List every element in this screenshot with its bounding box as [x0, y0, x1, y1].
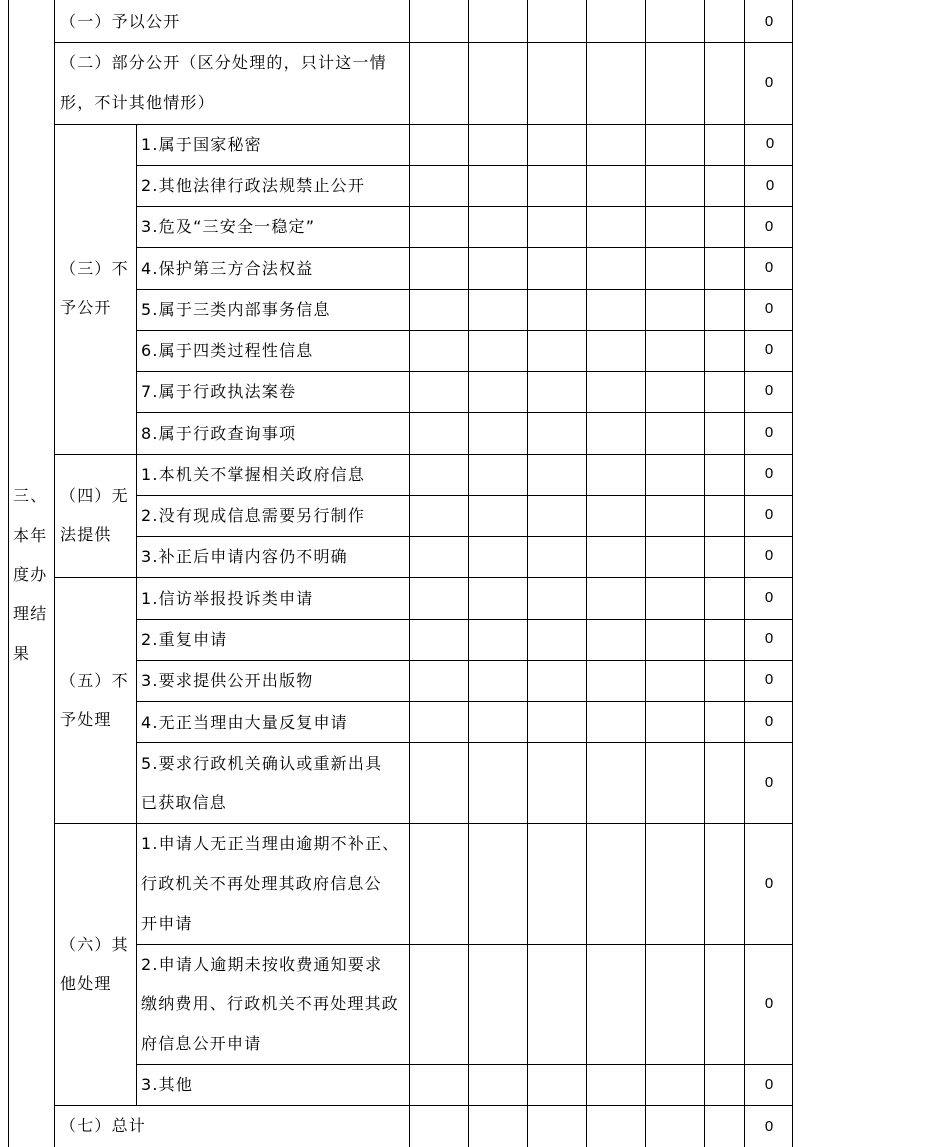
- column-divider-5: [645, 0, 646, 1147]
- row-label-grand-total: （七）总计: [60, 1116, 147, 1135]
- item-label-cont: 已获取信息: [141, 793, 228, 812]
- row-line: [136, 1064, 793, 1065]
- table-right-border: [792, 0, 793, 1147]
- item-total: 0: [764, 300, 774, 317]
- item-label: 1.申请人无正当理由逾期不补正、: [141, 834, 400, 853]
- column-divider-4: [586, 0, 587, 1147]
- item-total: 0: [764, 382, 774, 399]
- row-line: [54, 42, 793, 43]
- row-line: [136, 701, 793, 702]
- item-label: 3.要求提供公开出版物: [141, 671, 314, 690]
- item-total: 0: [765, 135, 775, 152]
- row-line: [136, 247, 793, 248]
- group-label-not-processed-cont: 予处理: [60, 710, 112, 729]
- group-label-not-processed: （五）不: [60, 671, 129, 690]
- item-label-cont: 府信息公开申请: [141, 1034, 262, 1053]
- item-label: 5.属于三类内部事务信息: [141, 300, 331, 319]
- column-divider-3: [527, 0, 528, 1147]
- item-label: 6.属于四类过程性信息: [141, 341, 314, 360]
- row-line: [136, 495, 793, 496]
- group-label-other-cont: 他处理: [60, 974, 112, 993]
- row-total-grand-total: 0: [764, 1118, 774, 1135]
- item-label-cont: 行政机关不再处理其政府信息公: [141, 874, 382, 893]
- item-label: 5.要求行政机关确认或重新出具: [141, 754, 383, 773]
- item-label: 3.补正后申请内容仍不明确: [141, 547, 348, 566]
- row-line: [54, 1105, 793, 1106]
- row-line: [136, 371, 793, 372]
- item-total: 0: [764, 630, 774, 647]
- row-line: [136, 536, 793, 537]
- section-label-line: 果: [13, 644, 31, 663]
- column-divider-category: [54, 0, 55, 1147]
- item-label: 4.无正当理由大量反复申请: [141, 713, 348, 732]
- row-label-open-all: （一）予以公开: [60, 12, 181, 31]
- item-total: 0: [765, 177, 775, 194]
- table-left-border: [8, 0, 9, 1147]
- item-label: 1.信访举报投诉类申请: [141, 589, 314, 608]
- column-divider-group: [136, 124, 137, 1106]
- row-line: [136, 289, 793, 290]
- item-total: 0: [764, 218, 774, 235]
- item-label: 3.危及“三安全一稳定”: [141, 217, 316, 236]
- section-label-line: 本年: [13, 526, 48, 545]
- column-divider-7: [744, 0, 745, 1147]
- item-total: 0: [764, 713, 774, 730]
- row-line: [136, 330, 793, 331]
- row-line: [136, 412, 793, 413]
- column-divider-1: [409, 0, 410, 1147]
- item-total: 0: [764, 995, 774, 1012]
- item-total: 0: [764, 341, 774, 358]
- row-line: [136, 165, 793, 166]
- item-label-cont: 缴纳费用、行政机关不再处理其政: [141, 994, 400, 1013]
- group-label-not-open: （三）不: [60, 259, 129, 278]
- item-total: 0: [764, 589, 774, 606]
- item-total: 0: [764, 1076, 774, 1093]
- row-line: [136, 619, 793, 620]
- item-total: 0: [764, 506, 774, 523]
- section-label-line: 三、: [13, 486, 48, 505]
- item-total: 0: [764, 774, 774, 791]
- item-total: 0: [764, 465, 774, 482]
- group-label-cannot-provide: （四）无: [60, 486, 129, 505]
- item-total: 0: [764, 424, 774, 441]
- column-divider-2: [468, 0, 469, 1147]
- row-total-partial: 0: [764, 74, 774, 91]
- item-label: 3.其他: [141, 1075, 194, 1094]
- item-label: 2.重复申请: [141, 630, 228, 649]
- item-label: 8.属于行政查询事项: [141, 424, 297, 443]
- row-line: [54, 577, 793, 578]
- row-line: [136, 660, 793, 661]
- item-label: 2.其他法律行政法规禁止公开: [141, 176, 366, 195]
- group-label-not-open-cont: 予公开: [60, 298, 112, 317]
- item-label: 2.申请人逾期未按收费通知要求: [141, 955, 383, 974]
- item-total: 0: [764, 547, 774, 564]
- section-label-line: 度办: [13, 565, 48, 584]
- group-label-other: （六）其: [60, 935, 129, 954]
- item-label: 4.保护第三方合法权益: [141, 259, 314, 278]
- row-line: [54, 124, 793, 125]
- item-total: 0: [764, 875, 774, 892]
- item-label: 2.没有现成信息需要另行制作: [141, 506, 366, 525]
- row-label-partial-cont: 形，不计其他情形）: [60, 93, 215, 112]
- row-label-partial: （二）部分公开（区分处理的，只计这一情: [60, 53, 387, 72]
- column-divider-6: [704, 0, 705, 1147]
- item-label: 7.属于行政执法案卷: [141, 382, 297, 401]
- row-line: [136, 742, 793, 743]
- row-total-open-all: 0: [764, 13, 774, 30]
- row-line: [54, 823, 793, 824]
- row-line: [136, 206, 793, 207]
- row-line: [136, 944, 793, 945]
- group-label-cannot-provide-cont: 法提供: [60, 525, 112, 544]
- item-total: 0: [764, 671, 774, 688]
- item-label: 1.属于国家秘密: [141, 135, 262, 154]
- item-label-cont: 开申请: [141, 914, 193, 933]
- section-label-line: 理结: [13, 604, 48, 623]
- row-line: [54, 454, 793, 455]
- item-label: 1.本机关不掌握相关政府信息: [141, 465, 366, 484]
- item-total: 0: [764, 259, 774, 276]
